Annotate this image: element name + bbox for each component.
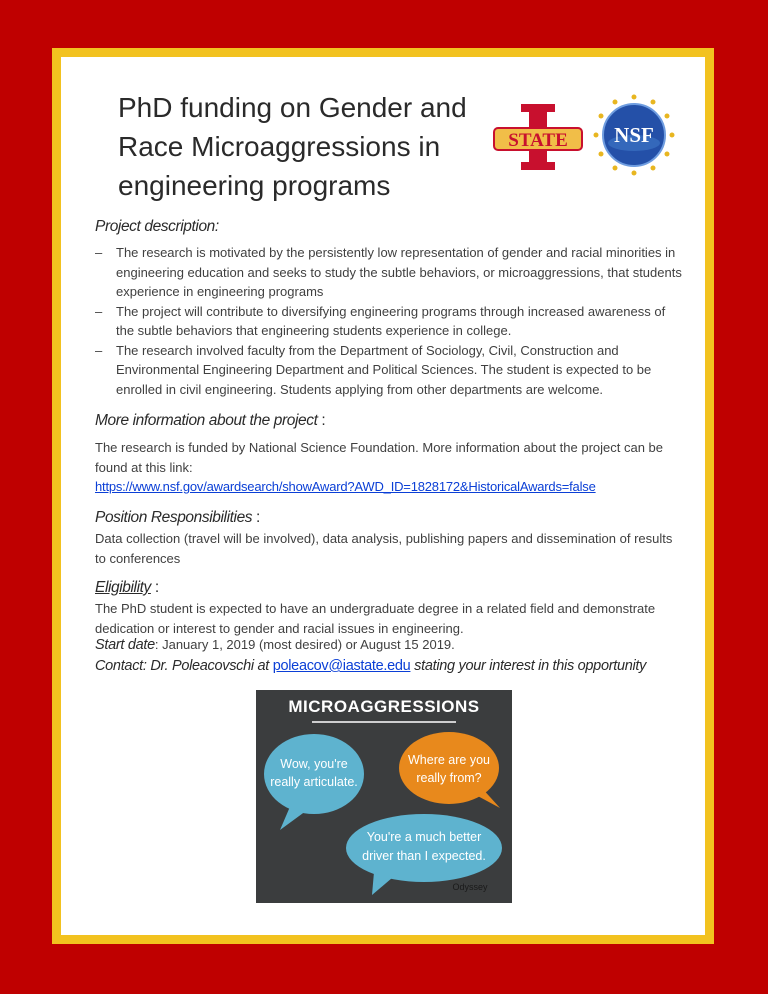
eligibility-heading: Eligibility : [95,579,159,596]
project-description-list [95,243,685,399]
start-date-label: Start date [95,637,155,653]
contact-email-link[interactable]: poleacov@iastate.edu [272,658,411,674]
project-description-heading: Project description: [95,218,219,235]
speech-bubble-articulate [264,734,364,830]
start-date: Start date: January 1, 2019 (most desired) or August 15 2019. [95,637,455,653]
svg-text:driver than I expected.: driver than I expected. [362,849,486,863]
nsf-logo [592,93,676,177]
graphic-credit: Odyssey [452,882,488,892]
list-item: – The research is motivated by the persistently low representation of gender and racial minorities in engineering education and seeks to study the subtle behaviors, or microaggressions, that students experience in engineering programs [95,245,682,299]
speech-bubble-where-from [399,732,500,808]
iowa-state-logo [493,104,583,170]
svg-text:really articulate.: really articulate. [270,775,358,789]
list-item: – The project will contribute to diversifying engineering programs through increased awareness of the subtle behaviors that engineering students experience in college. [95,303,666,338]
responsibilities-text: Data collection (travel will be involved), data analysis, publishing papers and dissemination of results to conferences [95,531,673,566]
contact-line: Contact: Dr. Poleacovschi at poleacov@iastate.edu stating your interest in this opportunity [95,658,647,674]
svg-text:STATE: STATE [508,130,568,151]
graphic-title: MICROAGGRESSIONS [288,697,480,716]
svg-text:You're a much better: You're a much better [366,830,482,844]
page-title: PhD funding on Gender and Race Microaggressions in engineering programs [118,92,467,201]
svg-text:NSF: NSF [614,123,654,147]
svg-text:really from?: really from? [416,771,482,785]
more-info-text: The research is funded by National Science Foundation. More information about the project can be found at this link: https://www.nsf.gov/awardsearch/showAward?AWD_ID=1828172&HistoricalAwards=false [95,438,685,497]
eligibility-text: The PhD student is expected to have an undergraduate degree in a related field and demonstrate dedication or interest to gender and racial issues in engineering. [95,601,656,636]
project-description-label: Project description [95,218,215,235]
nsf-award-link[interactable]: https://www.nsf.gov/awardsearch/showAward?AWD_ID=1828172&HistoricalAwards=false [95,479,596,494]
more-info-heading: More information about the project : [95,412,326,429]
list-item: – The research involved faculty from the Department of Sociology, Civil, Construction and Environmental Engineering Department and Political Sciences. The student is expected to be enrolled in civil engineering. Students applying from other departments are welcome. [95,342,652,397]
svg-text:Where are you: Where are you [408,753,490,767]
microaggressions-graphic [256,690,512,903]
svg-text:Wow, you're: Wow, you're [280,757,348,771]
responsibilities-heading: Position Responsibilities : [95,509,260,526]
